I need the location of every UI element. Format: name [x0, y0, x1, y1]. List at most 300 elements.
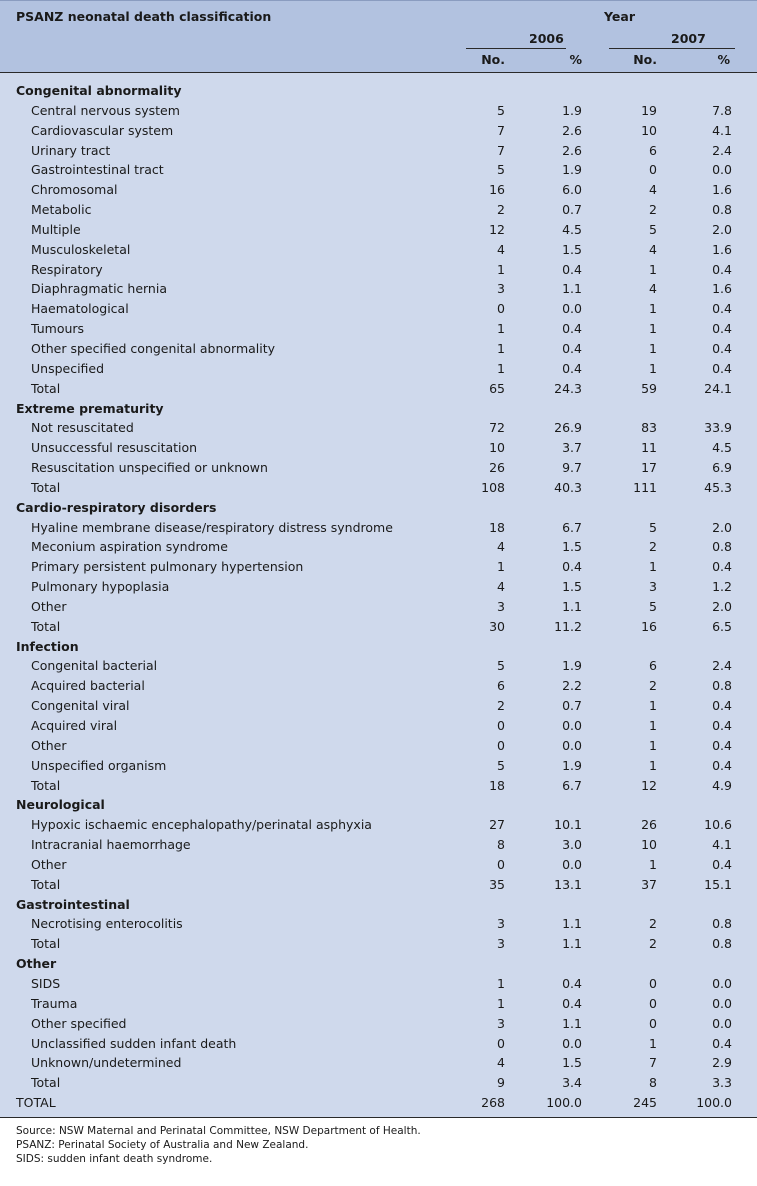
- section-header-row: [0, 637, 757, 657]
- cell-no-2007: 2: [649, 936, 657, 952]
- cell-pct-2007: 15.1: [704, 876, 732, 892]
- column-header-no-2007: No.: [633, 52, 657, 67]
- cell-no-2007: 4: [649, 241, 657, 257]
- cell-pct-2007: 4.1: [712, 837, 732, 853]
- cell-no-2006: 268: [481, 1095, 505, 1111]
- cell-pct-2006: 3.0: [562, 837, 582, 853]
- cell-no-2007: 0: [649, 162, 657, 178]
- table-row: [0, 934, 757, 954]
- cell-no-2006: 5: [497, 658, 505, 674]
- cell-no-2007: 1: [649, 360, 657, 376]
- cell-pct-2006: 100.0: [546, 1095, 582, 1111]
- cell-no-2006: 2: [497, 202, 505, 218]
- table-row: [0, 1073, 757, 1093]
- row-label: Other: [31, 737, 67, 753]
- cell-pct-2006: 1.5: [562, 1055, 582, 1071]
- cell-no-2007: 8: [649, 1075, 657, 1091]
- table-row: [0, 101, 757, 121]
- cell-pct-2007: 0.4: [712, 261, 732, 277]
- cell-pct-2006: 1.5: [562, 539, 582, 555]
- table-row: [0, 756, 757, 776]
- column-header-pct-2006: %: [569, 52, 582, 67]
- cell-no-2006: 26: [489, 460, 505, 476]
- year-2007-header: 2007: [671, 31, 706, 46]
- cell-pct-2007: 0.4: [712, 698, 732, 714]
- cell-no-2006: 9: [497, 1075, 505, 1091]
- cell-no-2007: 12: [641, 777, 657, 793]
- cell-pct-2007: 0.4: [712, 559, 732, 575]
- cell-no-2007: 1: [649, 559, 657, 575]
- cell-pct-2006: 9.7: [562, 460, 582, 476]
- row-label: Other: [31, 856, 67, 872]
- cell-pct-2006: 6.7: [562, 777, 582, 793]
- table-row: [0, 438, 757, 458]
- cell-no-2007: 1: [649, 698, 657, 714]
- section-label: Cardio-respiratory disorders: [16, 499, 217, 515]
- row-label: Acquired bacterial: [31, 678, 145, 694]
- table-header: [0, 0, 757, 72]
- row-label: Total: [31, 1075, 61, 1091]
- row-label: Cardiovascular system: [31, 122, 174, 138]
- cell-pct-2007: 6.5: [712, 618, 732, 634]
- cell-pct-2007: 6.9: [712, 460, 732, 476]
- header-divider: [0, 72, 757, 73]
- cell-pct-2007: 1.2: [712, 579, 732, 595]
- table-row: [0, 240, 757, 260]
- cell-pct-2007: 7.8: [712, 102, 732, 118]
- footnote: Source: NSW Maternal and Perinatal Committee, NSW Department of Health.: [16, 1125, 421, 1137]
- section-label: Other: [16, 956, 57, 972]
- cell-pct-2007: 0.0: [712, 975, 732, 991]
- table-row: [0, 418, 757, 438]
- grand-total-row: [0, 1093, 757, 1113]
- cell-no-2007: 26: [641, 817, 657, 833]
- cell-no-2006: 0: [497, 856, 505, 872]
- cell-pct-2007: 0.4: [712, 718, 732, 733]
- row-label: Other: [31, 598, 67, 614]
- cell-no-2006: 3: [497, 281, 505, 297]
- cell-pct-2007: 1.6: [712, 182, 732, 198]
- cell-no-2007: 5: [649, 221, 657, 237]
- table-row: [0, 676, 757, 696]
- cell-no-2006: 5: [497, 102, 505, 118]
- row-label: Total: [31, 380, 61, 396]
- year-2006-header: 2006: [529, 31, 564, 46]
- cell-pct-2006: 0.4: [562, 975, 582, 991]
- table-row: [0, 1034, 757, 1054]
- cell-no-2007: 2: [649, 202, 657, 218]
- cell-no-2007: 16: [641, 618, 657, 634]
- table-row: [0, 914, 757, 934]
- cell-no-2006: 4: [497, 539, 505, 555]
- cell-no-2006: 10: [489, 440, 505, 456]
- section-label: Congenital abnormality: [16, 83, 182, 98]
- cell-no-2006: 1: [497, 340, 505, 356]
- cell-no-2007: 2: [649, 539, 657, 555]
- table-body: [0, 81, 757, 1113]
- row-label: Other specified: [31, 1015, 127, 1031]
- cell-pct-2007: 0.8: [712, 539, 732, 555]
- cell-no-2006: 3: [497, 916, 505, 932]
- cell-pct-2007: 100.0: [696, 1095, 732, 1111]
- row-label: SIDS: [31, 975, 61, 991]
- table-row: [0, 577, 757, 597]
- cell-pct-2007: 3.3: [712, 1075, 732, 1091]
- cell-no-2007: 19: [641, 102, 657, 118]
- cell-no-2006: 7: [497, 142, 505, 158]
- row-label: Unspecified: [31, 360, 105, 376]
- cell-no-2006: 0: [497, 301, 505, 317]
- cell-no-2006: 18: [489, 519, 505, 535]
- table-row: [0, 1053, 757, 1073]
- cell-no-2007: 7: [649, 1055, 657, 1071]
- cell-pct-2007: 0.4: [712, 360, 732, 376]
- row-label: Multiple: [31, 221, 81, 237]
- cell-pct-2007: 0.0: [712, 995, 732, 1011]
- cell-pct-2006: 1.9: [562, 658, 582, 674]
- cell-pct-2006: 1.1: [562, 936, 582, 952]
- cell-pct-2006: 2.6: [562, 142, 582, 158]
- row-label: Total: [31, 479, 61, 495]
- cell-pct-2006: 0.0: [562, 1035, 582, 1051]
- cell-pct-2007: 2.9: [712, 1055, 732, 1071]
- cell-pct-2006: 4.5: [562, 221, 582, 237]
- row-label: Other specified congenital abnormality: [31, 340, 276, 356]
- row-label: Resuscitation unspecified or unknown: [31, 460, 268, 476]
- row-label: Metabolic: [31, 202, 92, 218]
- cell-pct-2007: 0.0: [712, 1015, 732, 1031]
- cell-pct-2006: 1.9: [562, 102, 582, 118]
- cell-no-2007: 0: [649, 995, 657, 1011]
- cell-no-2006: 0: [497, 737, 505, 753]
- table-row: [0, 478, 757, 498]
- row-label: Congenital bacterial: [31, 658, 158, 674]
- cell-no-2007: 6: [649, 142, 657, 158]
- table-row: [0, 855, 757, 875]
- table-row: [0, 180, 757, 200]
- row-label: Chromosomal: [31, 182, 118, 198]
- column-header-pct-2007: %: [717, 52, 730, 67]
- table-row: [0, 835, 757, 855]
- cell-no-2006: 4: [497, 241, 505, 257]
- section-header-row: [0, 498, 757, 518]
- cell-pct-2006: 6.7: [562, 519, 582, 535]
- table-row: [0, 200, 757, 220]
- cell-no-2006: 35: [489, 876, 505, 892]
- cell-no-2007: 10: [641, 837, 657, 853]
- cell-pct-2006: 1.1: [562, 916, 582, 932]
- cell-pct-2007: 0.8: [712, 916, 732, 932]
- cell-pct-2007: 0.0: [712, 162, 732, 178]
- cell-no-2007: 1: [649, 737, 657, 753]
- row-label: Gastrointestinal tract: [31, 162, 164, 178]
- cell-pct-2006: 24.3: [554, 380, 582, 396]
- year-2006-underline: [466, 48, 566, 49]
- cell-pct-2007: 4.1: [712, 122, 732, 138]
- cell-no-2006: 12: [489, 221, 505, 237]
- cell-no-2007: 0: [649, 1015, 657, 1031]
- cell-no-2006: 108: [481, 479, 505, 495]
- table-row: [0, 379, 757, 399]
- cell-pct-2006: 1.9: [562, 162, 582, 178]
- cell-pct-2006: 0.0: [562, 718, 582, 733]
- row-label: Hyaline membrane disease/respiratory distress syndrome: [31, 519, 393, 535]
- cell-pct-2007: 0.4: [712, 737, 732, 753]
- cell-no-2007: 1: [649, 856, 657, 872]
- cell-no-2006: 1: [497, 995, 505, 1011]
- cell-pct-2006: 0.4: [562, 340, 582, 356]
- cell-pct-2007: 0.8: [712, 936, 732, 952]
- cell-no-2006: 0: [497, 1035, 505, 1051]
- row-label: Total: [31, 936, 61, 952]
- cell-no-2007: 4: [649, 182, 657, 198]
- cell-pct-2006: 3.4: [562, 1075, 582, 1091]
- cell-no-2006: 3: [497, 1015, 505, 1031]
- cell-pct-2006: 0.4: [562, 321, 582, 337]
- cell-pct-2007: 4.5: [712, 440, 732, 456]
- cell-no-2006: 1: [497, 360, 505, 376]
- table-row: [0, 656, 757, 676]
- row-label: Respiratory: [31, 261, 103, 277]
- table-row: [0, 299, 757, 319]
- cell-no-2007: 4: [649, 281, 657, 297]
- cell-pct-2006: 6.0: [562, 182, 582, 198]
- table-row: [0, 359, 757, 379]
- row-label: Acquired viral: [31, 718, 118, 733]
- cell-pct-2006: 0.4: [562, 360, 582, 376]
- cell-pct-2006: 40.3: [554, 479, 582, 495]
- cell-pct-2007: 2.0: [712, 519, 732, 535]
- cell-pct-2006: 1.5: [562, 579, 582, 595]
- cell-pct-2007: 4.9: [712, 777, 732, 793]
- table-row: [0, 557, 757, 577]
- cell-no-2006: 1: [497, 975, 505, 991]
- cell-pct-2006: 1.9: [562, 757, 582, 773]
- section-label: Gastrointestinal: [16, 896, 130, 912]
- cell-no-2007: 0: [649, 975, 657, 991]
- cell-no-2007: 6: [649, 658, 657, 674]
- section-header-row: [0, 795, 757, 815]
- cell-no-2007: 3: [649, 579, 657, 595]
- cell-no-2006: 4: [497, 579, 505, 595]
- row-label: Congenital viral: [31, 698, 130, 714]
- table-row: [0, 716, 757, 736]
- row-label: Not resuscitated: [31, 420, 134, 436]
- row-label: Unsuccessful resuscitation: [31, 440, 198, 456]
- cell-pct-2007: 0.4: [712, 301, 732, 317]
- cell-pct-2006: 2.6: [562, 122, 582, 138]
- cell-no-2007: 2: [649, 678, 657, 694]
- cell-pct-2006: 0.0: [562, 737, 582, 753]
- cell-no-2006: 30: [489, 618, 505, 634]
- cell-no-2006: 16: [489, 182, 505, 198]
- year-2007-underline: [609, 48, 735, 49]
- cell-pct-2006: 0.0: [562, 301, 582, 317]
- cell-pct-2007: 0.8: [712, 678, 732, 694]
- cell-pct-2006: 0.4: [562, 261, 582, 277]
- footnote: SIDS: sudden infant death syndrome.: [16, 1153, 213, 1165]
- cell-pct-2007: 0.4: [712, 1035, 732, 1051]
- table-row: [0, 776, 757, 796]
- row-label: Intracranial haemorrhage: [31, 837, 191, 853]
- cell-pct-2006: 3.7: [562, 440, 582, 456]
- cell-pct-2007: 0.4: [712, 856, 732, 872]
- table-row: [0, 458, 757, 478]
- cell-pct-2007: 2.4: [712, 142, 732, 158]
- table-row: [0, 617, 757, 637]
- table-row: [0, 279, 757, 299]
- row-label: Meconium aspiration syndrome: [31, 539, 228, 555]
- cell-pct-2006: 2.2: [562, 678, 582, 694]
- cell-no-2007: 11: [641, 440, 657, 456]
- cell-no-2007: 1: [649, 757, 657, 773]
- table-row: [0, 121, 757, 141]
- cell-pct-2006: 13.1: [554, 876, 582, 892]
- cell-pct-2006: 0.0: [562, 856, 582, 872]
- row-label: Pulmonary hypoplasia: [31, 579, 170, 595]
- row-label: TOTAL: [16, 1095, 56, 1111]
- cell-no-2006: 4: [497, 1055, 505, 1071]
- cell-no-2007: 83: [641, 420, 657, 436]
- cell-no-2006: 18: [489, 777, 505, 793]
- row-label: Haematological: [31, 301, 129, 317]
- cell-pct-2007: 0.8: [712, 202, 732, 218]
- table-row: [0, 141, 757, 161]
- cell-no-2007: 1: [649, 261, 657, 277]
- cell-no-2006: 5: [497, 162, 505, 178]
- cell-no-2007: 2: [649, 916, 657, 932]
- row-label: Unknown/undetermined: [31, 1055, 182, 1071]
- table-row: [0, 319, 757, 339]
- footnote: PSANZ: Perinatal Society of Australia and New Zealand.: [16, 1139, 309, 1151]
- table-footnotes: [16, 1124, 421, 1166]
- cell-pct-2006: 1.1: [562, 281, 582, 297]
- row-label: Central nervous system: [31, 102, 180, 118]
- cell-pct-2007: 0.4: [712, 757, 732, 773]
- cell-pct-2006: 1.5: [562, 241, 582, 257]
- row-label: Total: [31, 618, 61, 634]
- cell-no-2006: 6: [497, 678, 505, 694]
- table-row: [0, 537, 757, 557]
- cell-pct-2007: 2.4: [712, 658, 732, 674]
- cell-no-2007: 111: [633, 479, 657, 495]
- row-label: Total: [31, 777, 61, 793]
- section-label: Neurological: [16, 797, 105, 813]
- cell-pct-2007: 2.0: [712, 221, 732, 237]
- row-label: Total: [31, 876, 61, 892]
- cell-pct-2006: 11.2: [554, 618, 582, 634]
- cell-no-2006: 1: [497, 321, 505, 337]
- cell-no-2007: 37: [641, 876, 657, 892]
- table-row: [0, 875, 757, 895]
- table-row: [0, 815, 757, 835]
- cell-pct-2006: 0.7: [562, 698, 582, 714]
- cell-no-2006: 1: [497, 261, 505, 277]
- cell-no-2006: 2: [497, 698, 505, 714]
- table-row: [0, 696, 757, 716]
- cell-no-2007: 17: [641, 460, 657, 476]
- row-label: Hypoxic ischaemic encephalopathy/perinatal asphyxia: [31, 817, 372, 833]
- cell-pct-2006: 0.7: [562, 202, 582, 218]
- cell-no-2007: 59: [641, 380, 657, 396]
- row-label: Unspecified organism: [31, 757, 167, 773]
- cell-no-2007: 245: [633, 1095, 657, 1111]
- row-label: Unclassified sudden infant death: [31, 1035, 237, 1051]
- table-title: PSANZ neonatal death classification: [16, 9, 272, 24]
- cell-pct-2007: 1.6: [712, 281, 732, 297]
- cell-no-2006: 1: [497, 559, 505, 575]
- cell-no-2007: 5: [649, 598, 657, 614]
- row-label: Necrotising enterocolitis: [31, 916, 183, 932]
- cell-no-2006: 72: [489, 420, 505, 436]
- cell-no-2007: 1: [649, 718, 657, 733]
- cell-no-2007: 5: [649, 519, 657, 535]
- cell-no-2007: 1: [649, 301, 657, 317]
- cell-no-2006: 7: [497, 122, 505, 138]
- cell-no-2006: 65: [489, 380, 505, 396]
- row-label: Trauma: [31, 995, 78, 1011]
- table-row: [0, 1014, 757, 1034]
- cell-no-2006: 5: [497, 757, 505, 773]
- section-header-row: [0, 399, 757, 419]
- table-row: [0, 736, 757, 756]
- cell-pct-2006: 10.1: [554, 817, 582, 833]
- cell-pct-2007: 24.1: [704, 380, 732, 396]
- table-row: [0, 597, 757, 617]
- row-label: Urinary tract: [31, 142, 111, 158]
- cell-pct-2006: 1.1: [562, 598, 582, 614]
- cell-no-2006: 27: [489, 817, 505, 833]
- cell-pct-2006: 0.4: [562, 559, 582, 575]
- table-row: [0, 260, 757, 280]
- cell-pct-2007: 1.6: [712, 241, 732, 257]
- cell-no-2007: 1: [649, 1035, 657, 1051]
- table-row: [0, 220, 757, 240]
- cell-no-2007: 1: [649, 321, 657, 337]
- cell-pct-2007: 0.4: [712, 321, 732, 337]
- table-row: [0, 339, 757, 359]
- row-label: Diaphragmatic hernia: [31, 281, 167, 297]
- cell-pct-2007: 0.4: [712, 340, 732, 356]
- cell-no-2006: 0: [497, 718, 505, 733]
- section-label: Extreme prematurity: [16, 400, 164, 416]
- section-header-row: [0, 895, 757, 915]
- row-label: Musculoskeletal: [31, 241, 131, 257]
- table-row: [0, 994, 757, 1014]
- table-row: [0, 974, 757, 994]
- row-label: Primary persistent pulmonary hypertension: [31, 559, 304, 575]
- cell-no-2006: 3: [497, 598, 505, 614]
- cell-pct-2007: 45.3: [704, 479, 732, 495]
- table-bottom-divider: [0, 1117, 757, 1118]
- section-label: Infection: [16, 638, 79, 654]
- table-row: [0, 160, 757, 180]
- cell-pct-2006: 26.9: [554, 420, 582, 436]
- row-label: Tumours: [31, 321, 85, 337]
- cell-no-2006: 3: [497, 936, 505, 952]
- cell-pct-2007: 33.9: [704, 420, 732, 436]
- section-header-row: [0, 81, 757, 101]
- table-row: [0, 518, 757, 538]
- cell-pct-2006: 1.1: [562, 1015, 582, 1031]
- cell-no-2006: 8: [497, 837, 505, 853]
- year-group-header: Year: [604, 9, 635, 24]
- cell-no-2007: 1: [649, 340, 657, 356]
- cell-pct-2007: 2.0: [712, 598, 732, 614]
- column-header-no-2006: No.: [481, 52, 505, 67]
- cell-pct-2006: 0.4: [562, 995, 582, 1011]
- section-header-row: [0, 954, 757, 974]
